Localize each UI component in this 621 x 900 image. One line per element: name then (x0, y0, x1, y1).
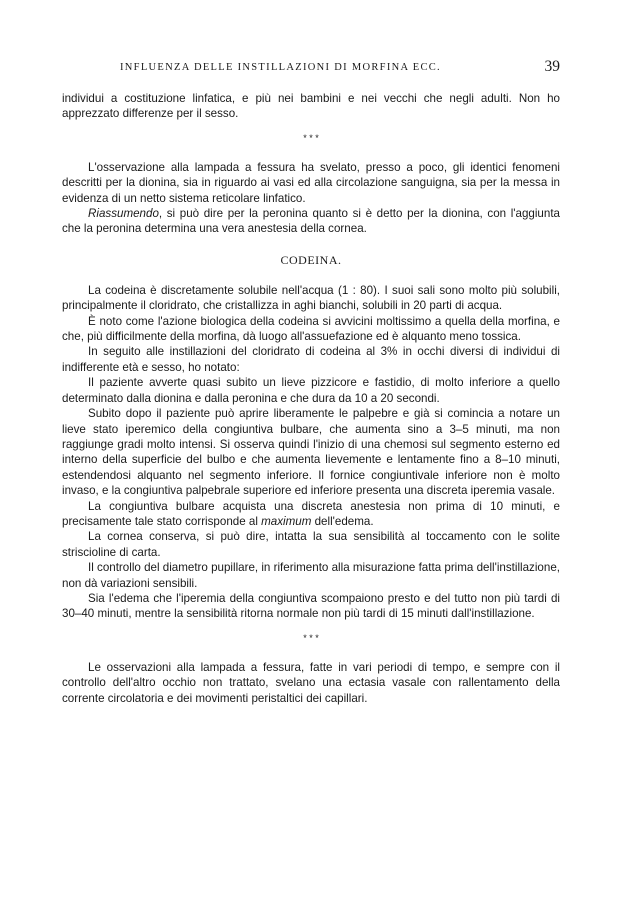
paragraph-pupil: Il controllo del diametro pupillare, in riferimento alla misurazione fatta prima dell'instillazione, non dà variazioni sensibili. (62, 561, 560, 590)
running-title: INFLUENZA DELLE INSTILLAZIONI DI MORFINA ECC. (120, 62, 441, 73)
paragraph-summary (62, 206, 560, 237)
paragraph-solubility: La codeina è discretamente solubile nell'acqua (1 : 80). I suoi sali sono molto più solubili, principalmente il cloridrato, che cristallizza in aghi bianchi, solubili in 20 parti di acqua. (62, 283, 560, 313)
paragraph-anesthesia (62, 499, 560, 530)
summary-text: , si può dire per la peronina quanto si è detto per la dionina, con l'aggiunta che la peronina determina una vera anestesia della cornea. (62, 207, 560, 236)
paragraph-biological-action: È noto come l'azione biologica della codeina si avvicini moltissimo a quella della morfina, e che, più difficilmente della morfina, dà luogo all'assuefazione ed è alquanto meno tossica. (62, 314, 560, 344)
anesthesia-text-end: dell'edema. (311, 514, 374, 528)
paragraph-continuation: individui a costituzione linfatica, e più nei bambini e nei vecchi che negli adulti. Non ho apprezzato differenze per il sesso. (62, 92, 560, 121)
page-number: 39 (544, 58, 560, 75)
paragraph-resolution: Sia l'edema che l'iperemia della congiuntiva scompaiono presto e del tutto non più tardi di 30–40 minuti, mentre la sensibilità ritorna normale non più tardi di 15 minuti dall'instillazione. (62, 591, 560, 621)
paragraph-slit-lamp: L'osservazione alla lampada a fessura ha svelato, presso a poco, gli identici fenomeni descritti per la dionina, sia in riguardo ai vasi ed alla circolazione sanguigna, sia per la messa in evidenza di un netto sistema reticolare linfatico. (62, 160, 560, 205)
page-body (62, 91, 560, 706)
paragraph-hyperemia: Subito dopo il paziente può aprire liberamente le palpebre e già si comincia a notare un lieve stato iperemico della congiuntiva bulbare, che aumenta sino a 3–5 minuti, ma non raggiunge gradi molto intensi. Si osserva quindi l'inizio di una chemosi sul segmento esterno ed interno della superficie del bulbo e che aumenta lievemente e lentamente fino a 8–10 minuti, estendendosi alquanto nel segmento inferiore. Il fornice congiuntivale inferiore non è molto invaso, e la congiuntiva palpebrale superiore ed inferiore presenta una discreta iperemia vasale. (62, 407, 560, 498)
asterism-separator-2: * * * (303, 632, 319, 643)
paragraph-cornea: La cornea conserva, si può dire, intatta la sua sensibilità al toccamento con le solite striscioline di carta. (62, 530, 560, 559)
anesthesia-maximum: maximum (261, 514, 312, 528)
page-header (62, 58, 560, 80)
anesthesia-text-start: La congiuntiva bulbare acquista una discreta anestesia non prima di 10 minuti, e precisamente tale stato corrisponde al (62, 499, 560, 528)
asterism-separator: * * * (303, 132, 319, 143)
paragraph-sensation: Il paziente avverte quasi subito un lieve pizzicore e fastidio, di molto inferiore a quello determinato dalla dionina e dalla peronina e che dura da 10 a 20 secondi. (62, 376, 560, 405)
paragraph-instillation: In seguito alle instillazioni del cloridrato di codeina al 3% in occhi diversi di individui di indifferente età e sesso, ho notato: (62, 345, 560, 374)
paragraph-slit-lamp-codeine: Le osservazioni alla lampada a fessura, fatte in vari periodi di tempo, e sempre con il controllo dell'altro occhio non trattato, svelano una ectasia vasale con rallentamento della corrente circolatoria e dei movimenti peristaltici dei capillari. (62, 660, 560, 705)
summary-lead: Riassumendo (88, 207, 159, 221)
section-title: CODEINA. (280, 252, 342, 267)
